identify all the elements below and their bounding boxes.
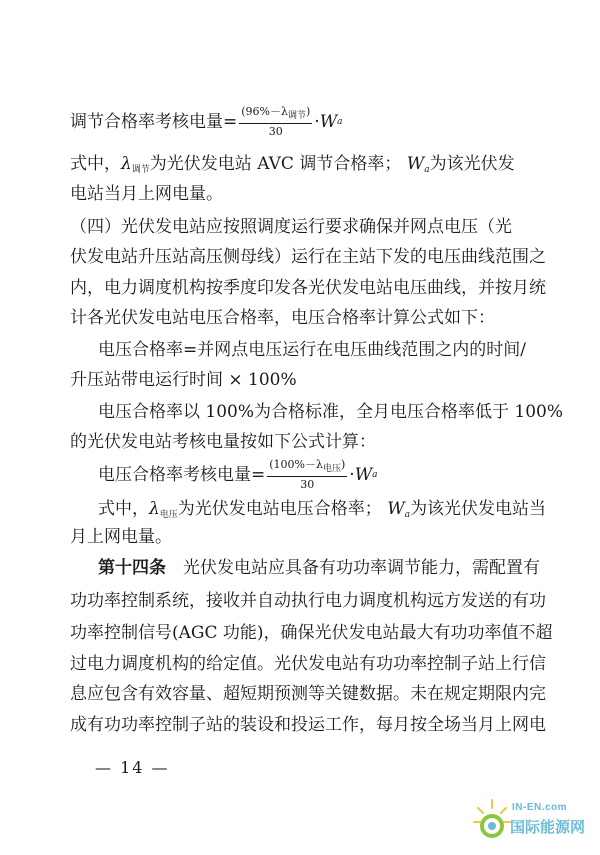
para4-line-1: （四）光伏发电站应按照调度运行要求确保并网点电压（光 (70, 217, 512, 237)
formula1-definition: 式中，$\lambda_{调节}$为光伏发电站 AVC 调节合格率； $W_a$为该光伏发 (70, 154, 515, 175)
formula2-definition-cont: 月上网电量。 (70, 527, 172, 547)
article-14-line-5: 息应包含有效容量、超短期预测等关键数据。未在规定期限内完 (70, 684, 546, 704)
voltage-rate-formula-1: 电压合格率=并网点电压运行在电压曲线范围之内的时间/ (98, 340, 526, 360)
formula-voltage-assessment: 电压合格率考核电量= $\frac{(100\%-\lambda_{电压})}{30}$ · W a (98, 458, 378, 491)
sun-burst-icon (472, 796, 512, 846)
article-14-line-4: 过电力调度机构的给定值。光伏发电站有功功率控制子站上行信 (70, 654, 546, 674)
formula-regulation-assessment: 调节合格率考核电量= $\frac{(96\%-\lambda_{调节})}{30}$ · W a (70, 105, 343, 138)
article-14-first-line: 第十四条 光伏发电站应具备有功功率调节能力，需配置有 (98, 558, 540, 578)
formula1-definition-cont: 电站当月上网电量。 (70, 184, 223, 204)
standard-line-1: 电压合格率以 100%为合格标准，全月电压合格率低于 100% (98, 402, 564, 422)
article-14-line-6: 成有功功率控制子站的装设和投运工作，每月按全场当月上网电 (70, 715, 546, 735)
formula1-label: 调节合格率考核电量= (70, 111, 238, 132)
standard-line-2: 的光伏发电站考核电量按如下公式计算： (70, 432, 376, 452)
article-14-line-2: 功功率控制系统，接收并自动执行电力调度机构远方发送的有功 (70, 591, 546, 611)
article-14-line-3: 功率控制信号(AGC 功能)，确保光伏发电站最大有功功率值不超 (70, 623, 553, 643)
formula2-label: 电压合格率考核电量= (98, 464, 266, 485)
page-number: — 14 — (95, 758, 170, 777)
watermark-brand-cn: 国际能源网 (510, 819, 586, 836)
formula2-fraction: $\frac{(100\%-\lambda_{电压})}{30}$ (269, 458, 346, 491)
para4-line-4: 计各光伏发电站电压合格率，电压合格率计算公式如下： (70, 308, 495, 328)
formula2-definition: 式中，$\lambda_{电压}$为光伏发电站电压合格率； $W_a$为该光伏发电站当 (98, 499, 547, 520)
watermark-logo (472, 796, 594, 852)
formula1-fraction: $\frac{(96\%-\lambda_{调节})}{30}$ (241, 105, 311, 138)
para4-line-2: 伏发电站升压站高压侧母线）运行在主站下发的电压曲线范围之 (70, 247, 546, 267)
watermark-brand-en: IN-EN.com (512, 802, 568, 813)
voltage-rate-formula-2: 升压站带电运行时间 × 100% (70, 370, 297, 390)
article-14-title: 第十四条 (98, 558, 166, 578)
para4-line-3: 内，电力调度机构按季度印发各光伏发电站电压曲线，并按月统 (70, 278, 546, 298)
